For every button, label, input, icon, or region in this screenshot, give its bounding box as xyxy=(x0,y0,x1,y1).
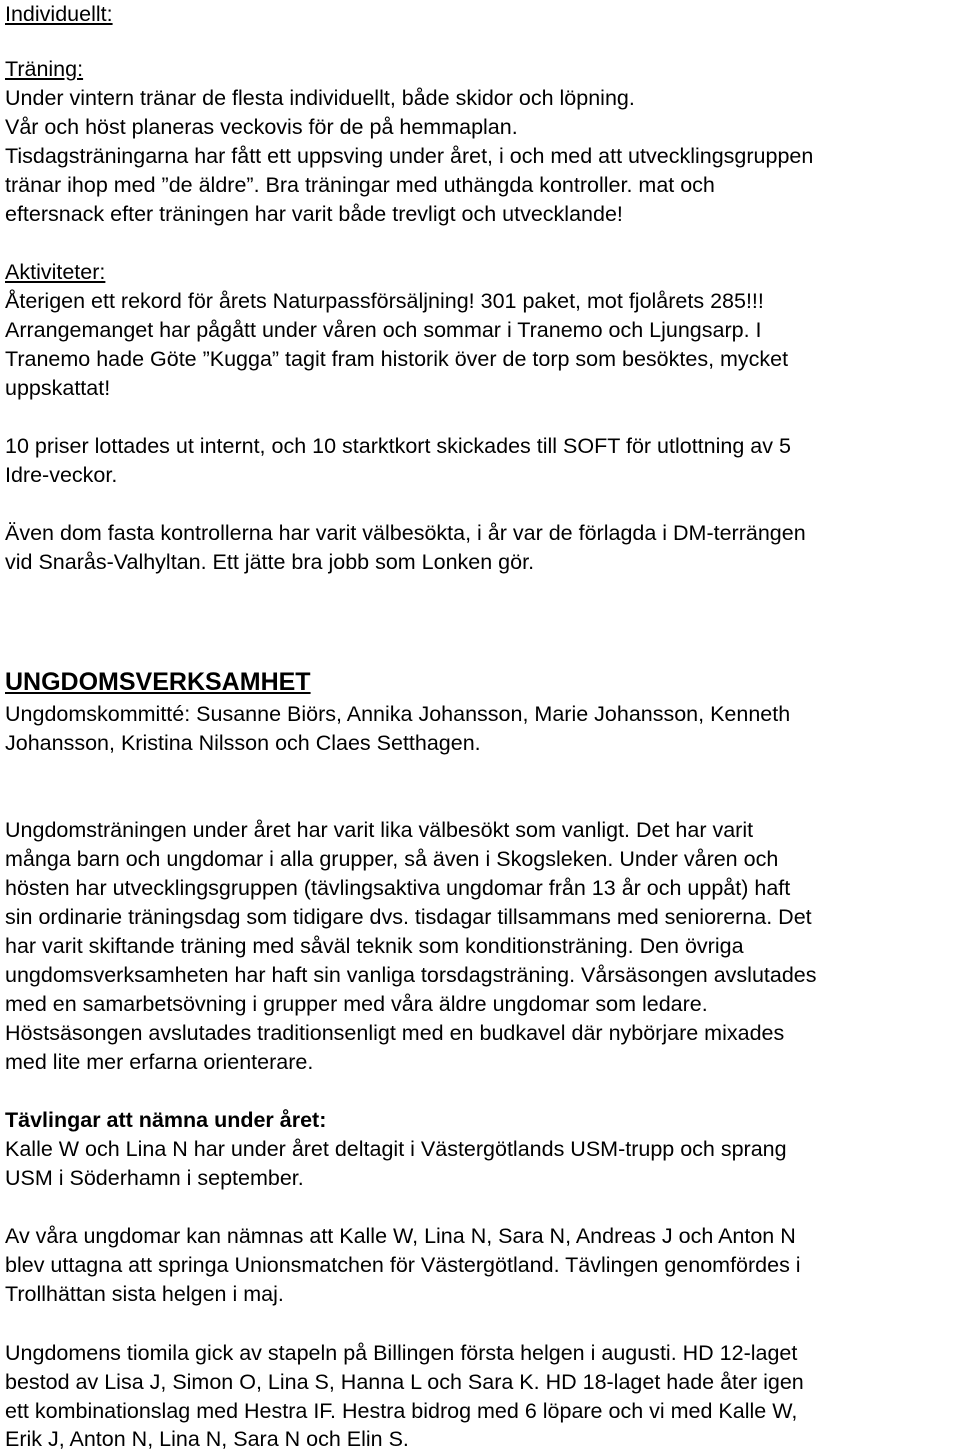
paragraph-line: Tisdagsträningarna har fått ett uppsving under året, i och med att utvecklingsgruppen xyxy=(5,144,814,168)
paragraph-line: vid Snarås-Valhyltan. Ett jätte bra jobb som Lonken gör. xyxy=(5,550,535,574)
paragraph-line: 10 priser lottades ut internt, och 10 starktkort skickades till SOFT för utlottning av 5 xyxy=(5,434,791,458)
paragraph-line: Arrangemanget har pågått under våren och sommar i Tranemo och Ljungsarp. I xyxy=(5,318,762,342)
paragraph-line: eftersnack efter träningen har varit både trevligt och utvecklande! xyxy=(5,202,623,226)
paragraph-line: Höstsäsongen avslutades traditionsenligt med en budkavel där nybörjare mixades xyxy=(5,1021,785,1045)
paragraph-line: Kalle W och Lina N har under året deltagit i Västergötlands USM-trupp och sprang xyxy=(5,1137,787,1161)
subheading-aktiviteter: Aktiviteter: xyxy=(5,260,106,284)
paragraph-line: Ungdomens tiomila gick av stapeln på Billingen första helgen i augusti. HD 12-laget xyxy=(5,1341,798,1365)
paragraph-line: uppskattat! xyxy=(5,376,111,400)
paragraph-line: Erik J, Anton N, Lina N, Sara N och Elin S. xyxy=(5,1427,409,1451)
paragraph-line: bestod av Lisa J, Simon O, Lina S, Hanna L och Sara K. HD 18-laget hade åter igen xyxy=(5,1370,804,1394)
paragraph-line: hösten har utvecklingsgruppen (tävlingsaktiva ungdomar från 13 år och uppåt) haft xyxy=(5,876,791,900)
paragraph-line: ungdomsverksamheten har haft sin vanliga torsdagsträning. Vårsäsongen avslutades xyxy=(5,963,817,987)
paragraph-line: Trollhättan sista helgen i maj. xyxy=(5,1282,284,1306)
section-heading-ungdomsverksamhet: UNGDOMSVERKSAMHET xyxy=(5,668,311,696)
paragraph-line: ett kombinationslag med Hestra IF. Hestra bidrog med 6 löpare och vi med Kalle W, xyxy=(5,1399,798,1423)
paragraph-line: har varit skiftande träning med såväl teknik som konditionsträning. Den övriga xyxy=(5,934,744,958)
paragraph-line: Av våra ungdomar kan nämnas att Kalle W, Lina N, Sara N, Andreas J och Anton N xyxy=(5,1224,796,1248)
subheading-traning: Träning: xyxy=(5,57,84,81)
paragraph-line: Återigen ett rekord för årets Naturpassförsäljning! 301 paket, mot fjolårets 285!!! xyxy=(5,289,764,313)
paragraph-line: Under vintern tränar de flesta individuellt, både skidor och löpning. xyxy=(5,86,635,110)
paragraph-line: USM i Söderhamn i september. xyxy=(5,1166,304,1190)
paragraph-line: blev uttagna att springa Unionsmatchen för Västergötland. Tävlingen genomfördes i xyxy=(5,1253,801,1277)
paragraph-line: med en samarbetsövning i grupper med våra äldre ungdomar som ledare. xyxy=(5,992,708,1016)
paragraph-line: Idre-veckor. xyxy=(5,463,118,487)
paragraph-line: Ungdomskommitté: Susanne Biörs, Annika Johansson, Marie Johansson, Kenneth xyxy=(5,702,791,726)
paragraph-line: Tranemo hade Göte ”Kugga” tagit fram historik över de torp som besöktes, mycket xyxy=(5,347,789,371)
paragraph-line: Johansson, Kristina Nilsson och Claes Setthagen. xyxy=(5,731,481,755)
subheading-tavlingar: Tävlingar att nämna under året: xyxy=(5,1108,327,1132)
paragraph-line: tränar ihop med ”de äldre”. Bra träningar med uthängda kontroller. mat och xyxy=(5,173,715,197)
section-heading-individuellt: Individuellt: xyxy=(5,2,113,26)
paragraph-line: sin ordinarie träningsdag som tidigare dvs. tisdagar tillsammans med seniorerna. Det xyxy=(5,905,812,929)
paragraph-line: Ungdomsträningen under året har varit lika välbesökt som vanligt. Det har varit xyxy=(5,818,754,842)
paragraph-line: Även dom fasta kontrollerna har varit välbesökta, i år var de förlagda i DM-terrängen xyxy=(5,521,806,545)
paragraph-line: många barn och ungdomar i alla grupper, så även i Skogsleken. Under våren och xyxy=(5,847,779,871)
paragraph-line: Vår och höst planeras veckovis för de på hemmaplan. xyxy=(5,115,518,139)
paragraph-line: med lite mer erfarna orienterare. xyxy=(5,1050,314,1074)
